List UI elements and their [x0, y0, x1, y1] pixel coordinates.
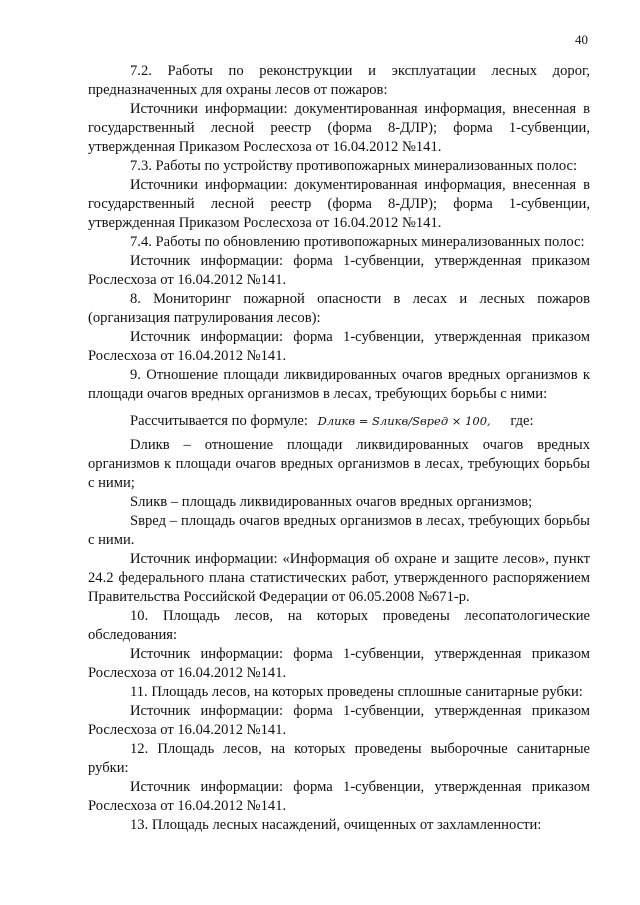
paragraph: 7.4. Работы по обновлению противопожарных минерализованных полос: — [130, 234, 585, 250]
paragraph: Источник информации: форма 1-субвенции, утвержденная приказом Рослесхоза от 16.04.2012 №141. — [88, 703, 590, 738]
formula-suffix: где: — [510, 413, 534, 429]
paragraph: Источник информации: форма 1-субвенции, утвержденная приказом Рослесхоза от 16.04.2012 №141. — [88, 329, 590, 364]
page-number: 40 — [575, 32, 588, 47]
paragraph: 8. Мониторинг пожарной опасности в лесах и лесных пожаров (организация патрулирования лесов): — [88, 291, 590, 326]
formula-prefix: Рассчитывается по формуле: — [130, 413, 308, 429]
paragraph: 9. Отношение площади ликвидированных очагов вредных организмов к площади очагов вредных организмов в лесах, требующих борьбы с ними: — [88, 367, 590, 402]
paragraph: 11. Площадь лесов, на которых проведены сплошные санитарные рубки: — [130, 684, 583, 700]
paragraph: 7.3. Работы по устройству противопожарных минерализованных полос: — [130, 158, 578, 174]
document-body — [88, 62, 590, 835]
paragraph: Источник информации: форма 1-субвенции, утвержденная приказом Рослесхоза от 16.04.2012 №141. — [88, 253, 590, 288]
paragraph: Sвред – площадь очагов вредных организмов в лесах, требующих борьбы с ними. — [88, 513, 590, 548]
paragraph: Dликв – отношение площади ликвидированных очагов вредных организмов к площади очагов вредных организмов в лесах, требующих борьбы с ними; — [88, 437, 590, 491]
paragraph: 13. Площадь лесных насаждений, очищенных от захламленности: — [130, 817, 542, 833]
paragraph: Источник информации: форма 1-субвенции, утвержденная приказом Рослесхоза от 16.04.2012 №141. — [88, 646, 590, 681]
paragraph: Источник информации: форма 1-субвенции, утвержденная приказом Рослесхоза от 16.04.2012 №141. — [88, 779, 590, 814]
paragraph: 7.2. Работы по реконструкции и эксплуатации лесных дорог, предназначенных для охраны лесов от пожаров: — [88, 63, 590, 98]
paragraph: Sликв – площадь ликвидированных очагов вредных организмов; — [130, 494, 533, 510]
paragraph: 12. Площадь лесов, на которых проведены выборочные санитарные рубки: — [88, 741, 590, 776]
paragraph: 10. Площадь лесов, на которых проведены лесопатологические обследования: — [88, 608, 590, 643]
formula-expression: Dликв = Sликв/Sвред × 100, — [317, 414, 491, 428]
paragraph: Источники информации: документированная информация, внесенная в государственный лесной реестр (форма 8-ДЛР); форма 1-субвенции, утвержденная Приказом Рослесхоза от 16.04.2012 №141. — [88, 101, 590, 155]
paragraph: Источники информации: документированная информация, внесенная в государственный лесной реестр (форма 8-ДЛР); форма 1-субвенции, утвержденная Приказом Рослесхоза от 16.04.2012 №141. — [88, 177, 590, 231]
paragraph: Источник информации: «Информация об охране и защите лесов», пункт 24.2 федерального плана статистических работ, утвержденного распоряжением Правительства Российской Федерации от 06.05.2008 №671-р. — [88, 551, 590, 605]
formula-line — [88, 412, 590, 431]
